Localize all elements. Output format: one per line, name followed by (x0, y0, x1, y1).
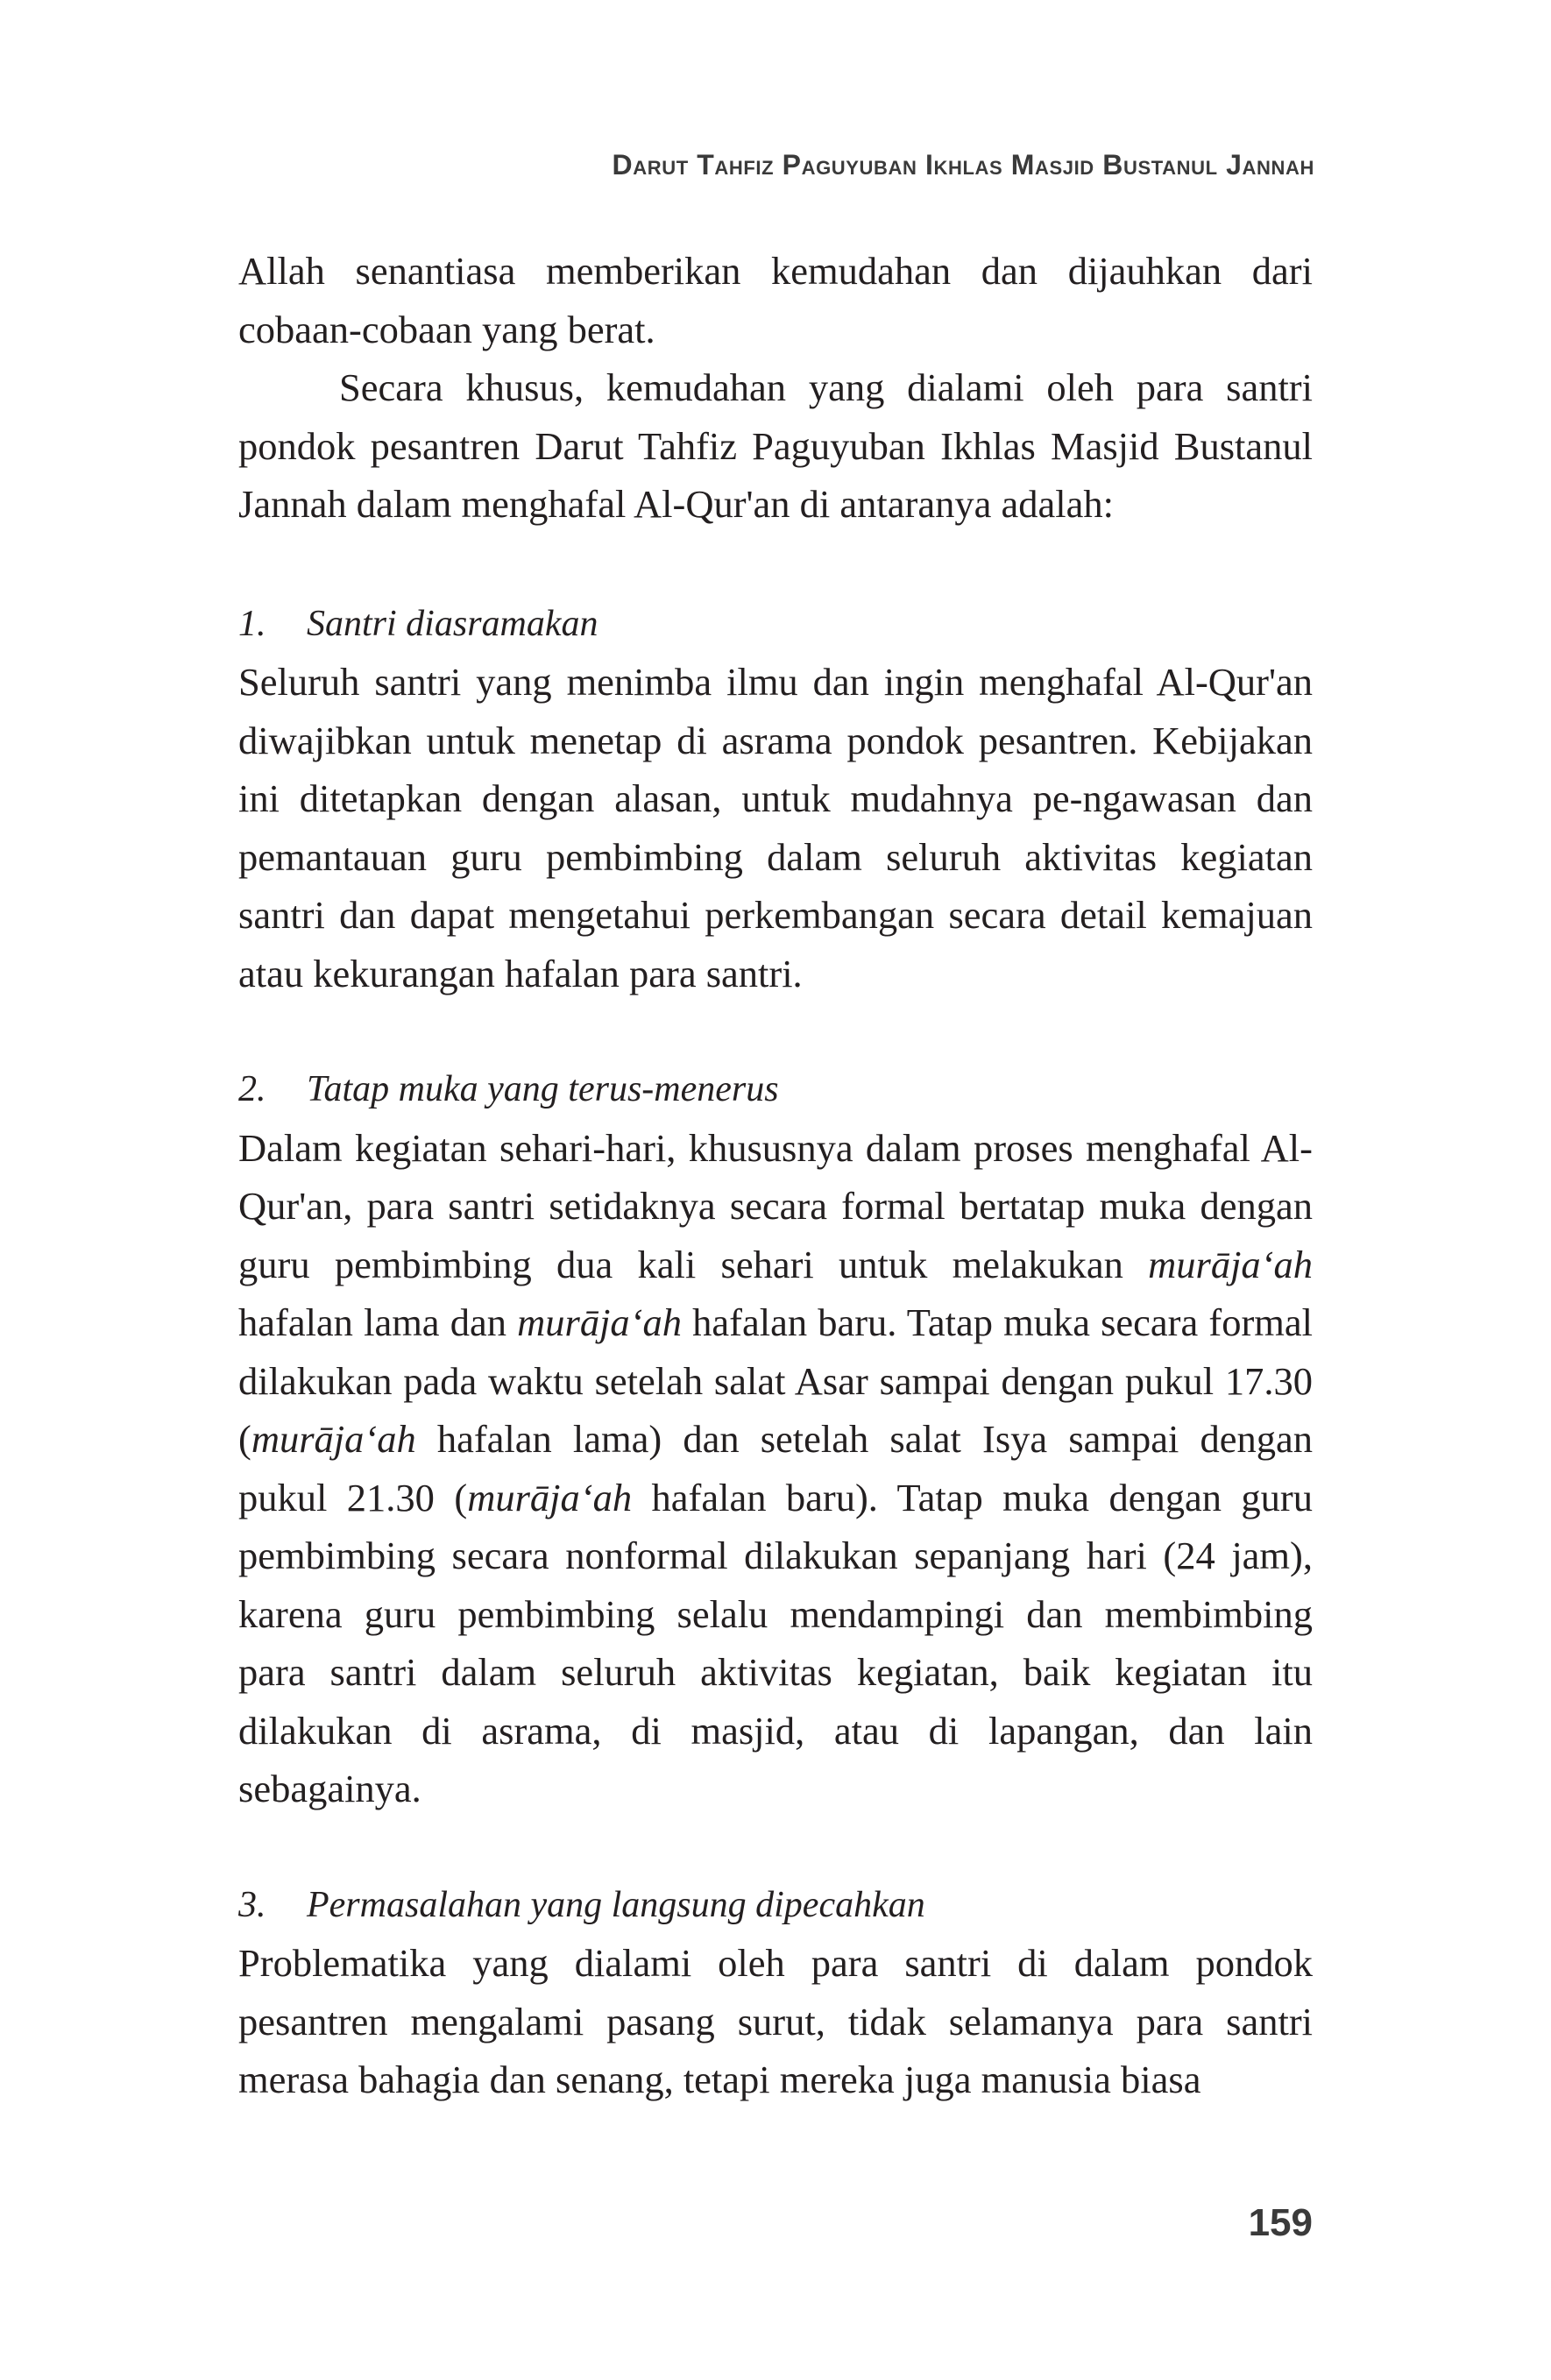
section-number: 1. (238, 603, 266, 644)
italic-term: murāja‘ah (467, 1475, 633, 1519)
section-title: Permasalahan yang langsung dipecahkan (307, 1884, 925, 1925)
text-run: Dalam kegiatan sehari-hari, khususnya dalam proses menghafal Al-Qur'an, para santri setidaknya secara formal bertatap muka dengan guru pembimbing dua kali sehari untuk melakukan (238, 1125, 1313, 1286)
section-title: Santri diasramakan (307, 603, 598, 644)
text-run: hafalan lama) dan setelah salat Isya sampai dengan pukul 21.30 ( (238, 1417, 1313, 1519)
intro-paragraph-1: Allah senantiasa memberikan kemudahan dan dijauhkan dari cobaan-cobaan yang berat. (238, 249, 1313, 351)
italic-term: murāja‘ah (517, 1300, 682, 1344)
section-heading-1 (238, 595, 1313, 654)
section-number: 2. (238, 1069, 266, 1109)
text-run: hafalan baru. Tatap muka secara formal dilakukan pada waktu setelah salat Asar sampai dengan pukul 17.30 ( (238, 1300, 1314, 1461)
page-number: 159 (1248, 2201, 1313, 2244)
italic-term: murāja‘ah (1148, 1242, 1313, 1286)
text-run: hafalan lama dan (238, 1300, 518, 1344)
section-heading-3 (238, 1876, 1313, 1935)
italic-term: murāja‘ah (251, 1417, 416, 1461)
section-heading-2 (238, 1060, 1313, 1119)
text-run: hafalan baru). Tatap muka dengan guru pembimbing secara nonformal dilakukan sepanjang hari (24 jam), karena guru pembimbing selalu mendampingi dan membimbing para santri dalam seluruh aktivitas kegiatan, baik kegiatan itu dilakukan di asrama, di masjid, atau di lapangan, dan lain sebagainya. (238, 1475, 1313, 1810)
page-body (238, 242, 1313, 2109)
section-number: 3. (238, 1884, 266, 1925)
section-body-1: Seluruh santri yang menimba ilmu dan ingin menghafal Al-Qur'an diwajibkan untuk menetap di asrama pondok pesantren. Kebijakan ini ditetapkan dengan alasan, untuk mudahnya pe-ngawasan dan pemantauan guru pembimbing dalam seluruh aktivitas kegiatan santri dan dapat mengetahui perkembangan secara detail kemajuan atau kekurangan hafalan para santri. (238, 660, 1313, 995)
section-body-3: Problematika yang dialami oleh para santri di dalam pondok pesantren mengalami pasang surut, tidak selamanya para santri merasa bahagia dan senang, tetapi mereka juga manusia biasa (238, 1941, 1313, 2101)
running-header: Darut Tahfiz Paguyuban Ikhlas Masjid Bustanul Jannah (612, 149, 1314, 181)
section-title: Tatap muka yang terus-menerus (307, 1069, 779, 1109)
section-body-2 (238, 1119, 1313, 1818)
intro-paragraph-2: Secara khusus, kemudahan yang dialami oleh para santri pondok pesantren Darut Tahfiz Paguyuban Ikhlas Masjid Bustanul Jannah dalam menghafal Al-Qur'an di antaranya adalah: (238, 365, 1313, 526)
